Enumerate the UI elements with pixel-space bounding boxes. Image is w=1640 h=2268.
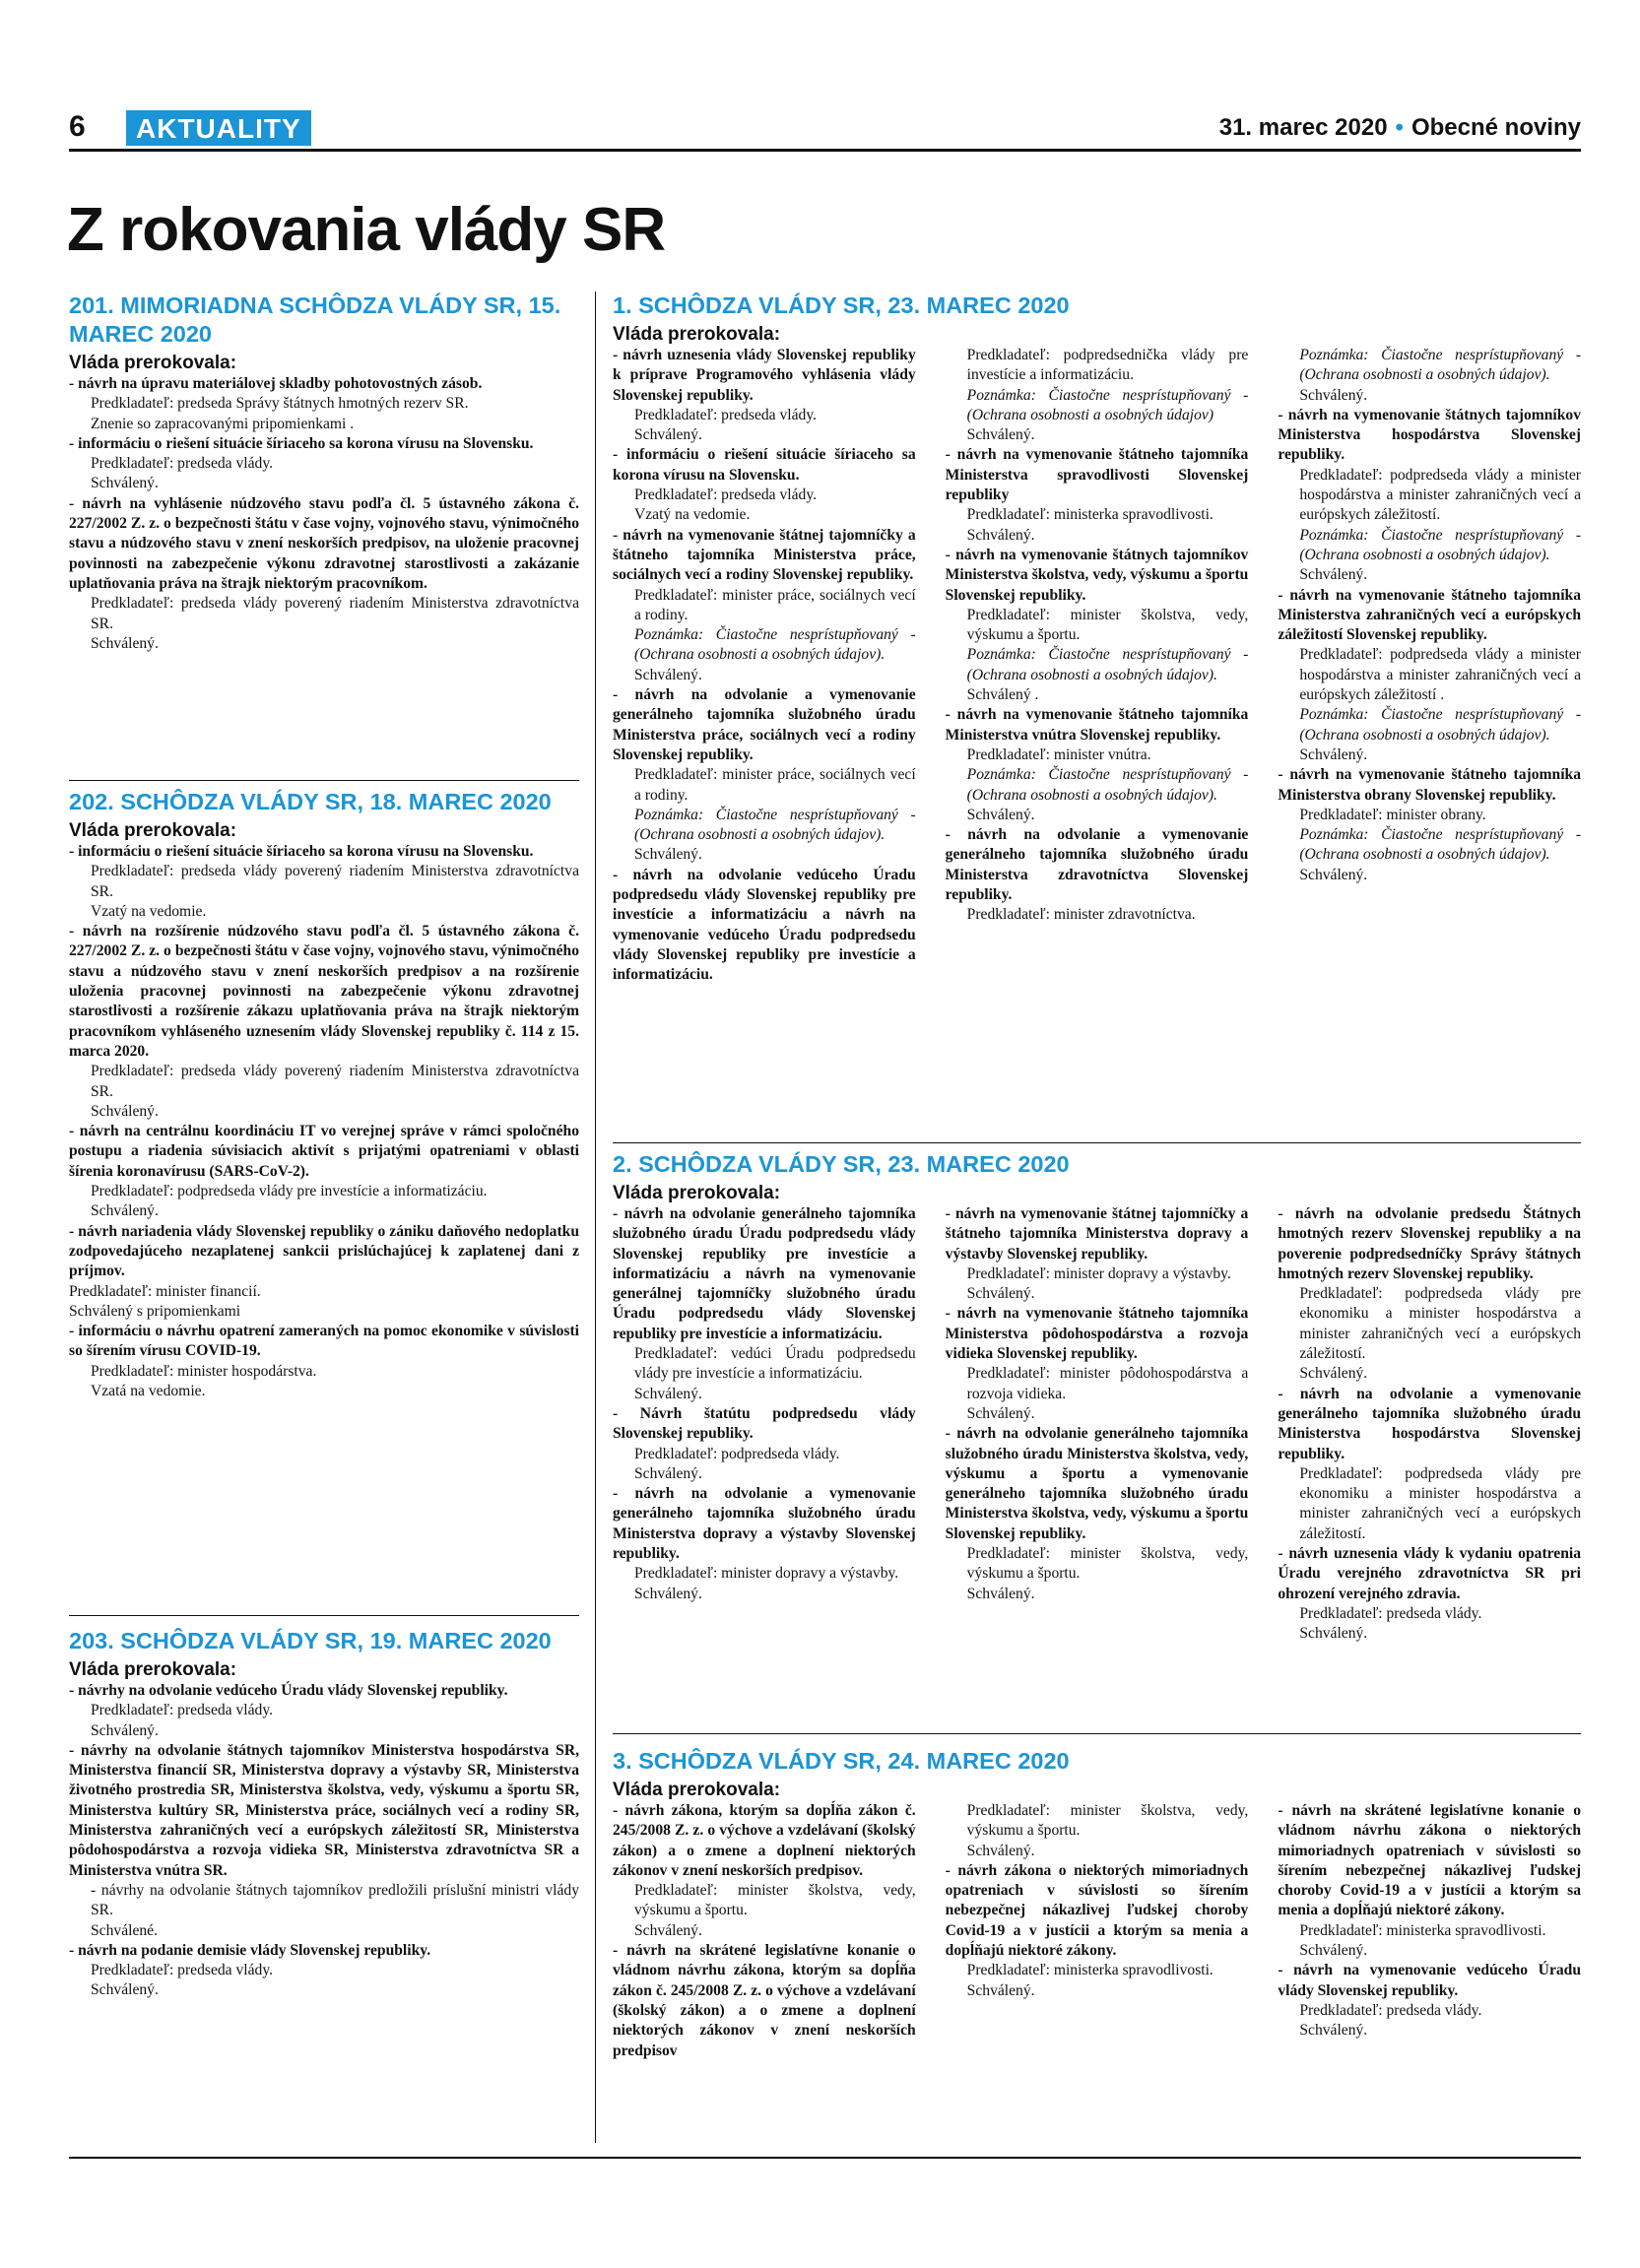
detail-line: Predkladateľ: minister vnútra. <box>966 745 1151 763</box>
detail-line: Predkladateľ: vedúci Úradu podpredsedu vlády pre investície a informatizáciu. <box>634 1345 916 1383</box>
divider <box>69 1615 579 1616</box>
detail-line: Predkladateľ: predseda Správy štátnych hmotných rezerv SR. <box>91 395 469 413</box>
section-columns <box>613 346 1581 986</box>
agenda-item: - návrh na centrálnu koordináciu IT vo verejnej správe v rámci spoločného postupu a riadenia súvisiacich aktivít s prijatými opatreniami v oblasti šírenia koronavírusu (SARS-CoV-2). <box>69 1123 579 1180</box>
detail-line: - návrhy na odvolanie štátnych tajomníkov predložili príslušní ministri vlády SR. <box>91 1881 579 1919</box>
detail-line: Schválený. <box>634 846 702 864</box>
agenda-item: - návrh nariadenia vlády Slovenskej republiky o zániku daňového nedoplatku zodpovedajúceho nezaplatenej sankcii prislúchajúcej k zaplatenej dani z príjmov. <box>69 1222 579 1280</box>
detail-line: Vzatý na vedomie. <box>634 506 751 524</box>
detail-line: Predkladateľ: predseda vlády. <box>91 1702 274 1719</box>
note-line: Poznámka: Čiastočne nesprístupňovaný - (Ochrana osobnosti a osobných údajov). <box>634 806 916 844</box>
column <box>946 346 1249 986</box>
detail-line: Predkladateľ: minister školstva, vedy, výskumu a športu. <box>966 1802 1249 1840</box>
detail-line: Schválený. <box>1299 1625 1368 1643</box>
detail-line: Predkladateľ: podpredseda vlády pre ekonomiku a minister hospodárstva a minister zahraničných vecí a európskych záležitostí. <box>1299 1464 1582 1542</box>
section-heading: 201. MIMORIADNA SCHÔDZA VLÁDY SR, 15. MAREC 2020 <box>69 292 561 347</box>
section-subheading: Vláda prerokovala: <box>613 1780 781 1800</box>
detail-line: Schválený. <box>1299 2022 1368 2040</box>
detail-line: Predkladateľ: predseda vlády poverený riadením Ministerstva zdravotníctva SR. <box>91 863 579 900</box>
detail-line: Predkladateľ: minister práce, sociálnych vecí a rodiny. <box>634 586 916 623</box>
footer-rule <box>69 2157 1581 2159</box>
detail-line: Predkladateľ: minister zdravotníctva. <box>966 906 1196 924</box>
detail-line: Schválený. <box>966 526 1035 544</box>
detail-line: Schválený. <box>91 1981 159 1999</box>
agenda-item: - návrh uznesenia vlády k vydaniu opatrenia Úradu verejného zdravotníctva SR pri ohrození verejného zdravia. <box>1278 1545 1582 1602</box>
detail-line: Predkladateľ: podpredseda vlády. <box>634 1445 840 1462</box>
detail-line: Schválený. <box>966 1285 1035 1303</box>
detail-line: Schválený. <box>1299 386 1368 404</box>
detail-line: Schválený. <box>1299 566 1368 584</box>
detail-line: Predkladateľ: minister obrany. <box>1299 806 1486 823</box>
detail-line: Predkladateľ: minister hospodárstva. <box>91 1362 317 1380</box>
agenda-item: - návrh na rozšírenie núdzového stavu podľa čl. 5 ústavného zákona č. 227/2002 Z. z. o bezpečnosti štátu v čase vojny, vojnového stavu, výnimočného stavu a núdzového stavu v znení neskorších predpisov a na rozšírenie uloženia pracovnej povinnosti na zabezpečenie výkonu zdravotnej starostlivosti a rozšírenie zákazu uplatňovania práva na štrajk niektorým pracovníkom vyhláseného uznesením vlády Slovenskej republiky č. 114 z 15. marca 2020. <box>69 923 579 1060</box>
detail-line: Predkladateľ: minister práce, sociálnych vecí a rodiny. <box>634 766 916 804</box>
detail-line: Predkladateľ: ministerka spravodlivosti. <box>966 1962 1214 1979</box>
section-203 <box>69 1627 579 2001</box>
detail-line: Predkladateľ: predseda vlády. <box>1299 1604 1482 1622</box>
section-heading: 3. SCHÔDZA VLÁDY SR, 24. MAREC 2020 <box>613 1748 1070 1774</box>
detail-line: Schválený. <box>1299 1365 1368 1383</box>
column <box>613 1801 916 2061</box>
detail-line: Predkladateľ: predseda vlády. <box>634 406 818 423</box>
detail-line: Schválený. <box>634 1464 702 1482</box>
detail-line: Predkladateľ: minister pôdohospodárstva a rozvoja vidieka. <box>966 1365 1249 1402</box>
agenda-item: - návrh uznesenia vlády Slovenskej republiky k príprave Programového vyhlásenia vlády Slovenskej republiky. <box>613 347 916 404</box>
agenda-item: - návrh zákona, ktorým sa dopĺňa zákon č. 245/2008 Z. z. o výchove a vzdelávaní (školský zákon) a o zmene a doplnení niektorých zákonov v znení neskorších predpisov. <box>613 1802 916 1879</box>
section-body <box>69 842 579 1401</box>
detail-line: Schválený. <box>91 1202 159 1220</box>
agenda-item: - návrh na úpravu materiálovej skladby pohotovostných zásob. <box>69 375 483 392</box>
detail-line: Schválený. <box>966 1981 1035 1999</box>
agenda-item: - návrh na odvolanie generálneho tajomníka služobného úradu Ministerstva školstva, vedy, výskumu a športu a vymenovanie generálneho tajomníka služobného úradu Ministerstva školstva, vedy, výskumu a športu Slovenskej republiky. <box>945 1425 1249 1542</box>
detail-line: Schválený. <box>91 475 159 492</box>
agenda-item: - informáciu o riešení situácie šíriaceho sa korona vírusu na Slovensku. <box>613 446 916 484</box>
detail-line: Schválený. <box>1299 866 1368 883</box>
detail-line: Schválený s pripomienkami <box>69 1302 241 1320</box>
agenda-item: - návrh zákona o niektorých mimoriadnych opatreniach v súvislosti so šírením nebezpečnej nákazlivej ľudskej choroby Covid-19 a v justícii a ktorým sa menia a dopĺňajú niektoré zákony. <box>945 1861 1249 1960</box>
detail-line: Schválený. <box>966 806 1035 823</box>
note-line: Poznámka: Čiastočne nesprístupňovaný - (Ochrana osobnosti a osobných údajov). <box>634 626 916 664</box>
detail-line: Predkladateľ: predseda vlády poverený riadením Ministerstva zdravotníctva SR. <box>91 595 579 632</box>
divider <box>613 1142 1581 1143</box>
detail-line: Predkladateľ: podpredseda vlády pre investície a informatizáciu. <box>91 1183 488 1200</box>
page-number: 6 <box>69 110 86 143</box>
agenda-item: - návrh na vyhlásenie núdzového stavu podľa čl. 5 ústavného zákona č. 227/2002 Z. z. o bezpečnosti štátu v čase vojny, vojnového stavu, výnimočného stavu a núdzového stavu v znení neskorších predpisov, na uloženie pracovnej povinnosti na zabezpečenie výkonu zdravotnej starostlivosti a zakázanie uplatňovania práva na štrajk niektorým pracovníkom. <box>69 494 579 592</box>
detail-line: Predkladateľ: predseda vlády poverený riadením Ministerstva zdravotníctva SR. <box>91 1063 579 1100</box>
section-heading: 203. SCHÔDZA VLÁDY SR, 19. MAREC 2020 <box>69 1628 552 1653</box>
detail-line: Predkladateľ: podpredsednička vlády pre investície a informatizáciu. <box>966 347 1249 384</box>
agenda-item: - návrh na odvolanie predsedu Štátnych hmotných rezerv Slovenskej republiky a na poverenie podpredsedníčky Správy štátnych hmotných rezerv Slovenskej republiky. <box>1278 1205 1582 1282</box>
agenda-item: - návrhy na odvolanie štátnych tajomníkov Ministerstva hospodárstva SR, Ministerstva financií SR, Ministerstva dopravy a výstavby SR, Ministerstva životného prostredia SR, Ministerstva školstva, vedy, výskumu a športu SR, Ministerstva kultúry SR, Ministerstva práce, sociálnych vecí a rodiny SR, Ministerstva zahraničných vecí a európskych záležitostí SR, Ministerstva pôdohospodárstva a rozvoja vidieka SR, Ministerstva zdravotníctva SR a Ministerstva vnútra SR. <box>69 1741 579 1879</box>
divider <box>613 1733 1581 1734</box>
section-body <box>69 374 579 654</box>
detail-line: Schválený. <box>91 1721 159 1739</box>
section-columns <box>613 1204 1581 1645</box>
detail-line: Predkladateľ: predseda vlády. <box>91 1962 274 1979</box>
detail-line: Schválený. <box>966 1842 1035 1859</box>
detail-line: Schválený. <box>91 1102 159 1120</box>
section-subheading: Vláda prerokovala: <box>613 324 781 345</box>
note-line: Poznámka: Čiastočne nesprístupňovaný - (Ochrana osobnosti a osobných údajov). <box>1299 826 1582 864</box>
column <box>946 1204 1249 1645</box>
detail-line: Predkladateľ: podpredseda vlády pre ekonomiku a minister hospodárstva a minister zahraničných vecí a európskych záležitostí. <box>1299 1285 1582 1363</box>
section-heading: 202. SCHÔDZA VLÁDY SR, 18. MAREC 2020 <box>69 789 552 814</box>
agenda-item: - návrh na skrátené legislatívne konanie o vládnom návrhu zákona, ktorým sa dopĺňa zákon č. 245/2008 Z. z. o výchove a vzdelávaní (školský zákon) a o zmene a doplnení niektorých zákonov v znení neskorších predpisov <box>613 1942 916 2059</box>
note-line: Poznámka: Čiastočne nesprístupňovaný - (Ochrana osobnosti a osobných údajov). <box>1299 526 1582 563</box>
note-line: Poznámka: Čiastočne nesprístupňovaný - (Ochrana osobnosti a osobných údajov). <box>966 766 1249 804</box>
issue-info <box>1219 114 1581 142</box>
detail-line: Predkladateľ: minister financií. <box>69 1282 261 1300</box>
detail-line: Predkladateľ: minister školstva, vedy, výskumu a športu. <box>634 1882 916 1919</box>
column <box>613 346 916 986</box>
page-title: Z rokovania vlády SR <box>67 196 666 264</box>
detail-line: Predkladateľ: predseda vlády. <box>91 455 274 473</box>
detail-line: Predkladateľ: minister dopravy a výstavby. <box>966 1264 1231 1282</box>
agenda-item: - návrh na vymenovanie štátnej tajomníčky a štátneho tajomníka Ministerstva práce, sociálnych vecí a rodiny Slovenskej republiky. <box>613 526 916 584</box>
detail-line: Schválený. <box>1299 1942 1368 1960</box>
agenda-item: - návrh na odvolanie a vymenovanie generálneho tajomníka služobného úradu Ministerstva dopravy a výstavby Slovenskej republiky. <box>613 1485 916 1563</box>
section-202 <box>69 788 579 1401</box>
detail-line: Predkladateľ: ministerka spravodlivosti. <box>1299 1921 1546 1939</box>
agenda-item: - návrh na vymenovanie štátneho tajomníka Ministerstva vnútra Slovenskej republiky. <box>945 706 1249 744</box>
detail-line: Schválený. <box>966 1404 1035 1422</box>
section-columns <box>613 1801 1581 2061</box>
detail-line: Vzatá na vedomie. <box>91 1383 206 1400</box>
section-heading: 2. SCHÔDZA VLÁDY SR, 23. MAREC 2020 <box>613 1151 1070 1177</box>
column <box>946 1801 1249 2061</box>
detail-line: Predkladateľ: minister školstva, vedy, výskumu a športu. <box>966 606 1249 644</box>
section-heading: 1. SCHÔDZA VLÁDY SR, 23. MAREC 2020 <box>613 292 1070 318</box>
agenda-item: - návrh na skrátené legislatívne konanie o vládnom návrhu zákona o niektorých mimoriadnych opatreniach v súvislosti so šírením nebezpečnej nákazlivej ľudskej choroby Covid-19 a v justícii a ktorým sa menia a dopĺňajú niektoré zákony. <box>1278 1802 1582 1919</box>
detail-line: Predkladateľ: minister dopravy a výstavby. <box>634 1565 899 1583</box>
detail-line: Predkladateľ: podpredseda vlády a minister hospodárstva a minister zahraničných vecí a európskych záležitostí . <box>1299 646 1582 704</box>
detail-line: Predkladateľ: minister školstva, vedy, výskumu a športu. <box>966 1545 1249 1583</box>
column <box>1278 1204 1581 1645</box>
column-divider <box>595 292 596 2143</box>
section-subheading: Vláda prerokovala: <box>69 1659 237 1680</box>
detail-line: Schválené. <box>91 1921 158 1939</box>
agenda-item: - návrh na odvolanie a vymenovanie generálneho tajomníka služobného úradu Ministerstva hospodárstva Slovenskej republiky. <box>1278 1385 1582 1462</box>
section-1 <box>613 292 1581 986</box>
detail-line: Schválený . <box>966 686 1039 704</box>
agenda-item: - Návrh štatútu podpredsedu vlády Slovenskej republiky. <box>613 1404 916 1443</box>
section-tag: AKTUALITY <box>126 110 311 146</box>
publication-name: Obecné noviny <box>1410 114 1581 141</box>
agenda-item: - návrh na vymenovanie štátneho tajomníka Ministerstva zahraničných vecí a európskych záležitostí Slovenskej republiky. <box>1278 586 1582 644</box>
agenda-item: - informáciu o riešení situácie šíriaceho sa korona vírusu na Slovensku. <box>69 843 534 860</box>
detail-line: Schválený. <box>634 1385 702 1402</box>
agenda-item: - návrhy na odvolanie vedúceho Úradu vlády Slovenskej republiky. <box>69 1682 508 1699</box>
detail-line: Schválený. <box>91 634 159 652</box>
section-body <box>69 1681 579 2001</box>
detail-line: Schválený. <box>634 426 702 444</box>
column <box>613 1204 916 1645</box>
detail-line: Predkladateľ: podpredseda vlády a minister hospodárstva a minister zahraničných vecí a európskych záležitostí. <box>1299 466 1582 524</box>
agenda-item: - návrh na vymenovanie štátneho tajomníka Ministerstva spravodlivosti Slovenskej republiky <box>945 446 1249 504</box>
section-subheading: Vláda prerokovala: <box>69 353 237 373</box>
detail-line: Schválený. <box>966 1585 1035 1602</box>
section-2 <box>613 1150 1581 1645</box>
detail-line: Schválený. <box>966 426 1035 444</box>
separator-dot: • <box>1395 114 1404 141</box>
note-line: Poznámka: Čiastočne nesprístupňovaný - (Ochrana osobnosti a osobných údajov). <box>966 646 1249 683</box>
note-line: Poznámka: Čiastočne nesprístupňovaný - (Ochrana osobnosti a osobných údajov) <box>966 386 1249 423</box>
agenda-item: - návrh na vymenovanie štátneho tajomníka Ministerstva obrany Slovenskej republiky. <box>1278 766 1582 804</box>
section-201 <box>69 292 579 654</box>
agenda-item: - návrh na odvolanie vedúceho Úradu podpredsedu vlády Slovenskej republiky pre investície a informatizáciu a návrh na vymenovanie vedúceho Úradu podpredsedu vlády Slovenskej republiky pre investície a informatizáciu. <box>613 866 916 984</box>
issue-date: 31. marec 2020 <box>1218 114 1388 141</box>
detail-line: Schválený. <box>1299 745 1368 763</box>
detail-line: Schválený. <box>634 666 702 683</box>
agenda-item: - návrh na odvolanie a vymenovanie generálneho tajomníka služobného úradu Ministerstva zdravotníctva Slovenskej republiky. <box>945 826 1249 904</box>
agenda-item: - návrh na odvolanie generálneho tajomníka služobného úradu Úradu podpredsedu vlády Slovenskej republiky pre investície a informatizáciu a návrh na vymenovanie generálnej tajomníčky služobného úradu Úradu podpredsedu vlády Slovenskej republiky pre investície a informatizáciu. <box>613 1205 916 1342</box>
agenda-item: - informáciu o riešení situácie šíriaceho sa korona vírusu na Slovensku. <box>69 434 534 452</box>
detail-line: Predkladateľ: ministerka spravodlivosti. <box>966 506 1214 524</box>
agenda-item: - návrh na podanie demisie vlády Slovenskej republiky. <box>69 1941 431 1959</box>
note-line: Poznámka: Čiastočne nesprístupňovaný - (Ochrana osobnosti a osobných údajov). <box>1299 347 1582 384</box>
detail-line: Schválený. <box>634 1585 702 1602</box>
column <box>1278 1801 1581 2061</box>
section-3 <box>613 1747 1581 2061</box>
column <box>1278 346 1581 986</box>
agenda-item: - návrh na vymenovanie štátnych tajomníkov Ministerstva školstva, vedy, výskumu a športu Slovenskej republiky. <box>945 546 1249 604</box>
agenda-item: - návrh na odvolanie a vymenovanie generálneho tajomníka služobného úradu Ministerstva práce, sociálnych vecí a rodiny Slovenskej republiky. <box>613 686 916 763</box>
divider <box>69 780 579 781</box>
detail-line: Schválený. <box>634 1921 702 1939</box>
agenda-item: - návrh na vymenovanie štátneho tajomníka Ministerstva pôdohospodárstva a rozvoja vidieka Slovenskej republiky. <box>945 1305 1249 1363</box>
detail-line: Znenie so zapracovanými pripomienkami . <box>91 415 355 432</box>
agenda-item: - návrh na vymenovanie štátnych tajomníkov Ministerstva hospodárstva Slovenskej republiky. <box>1278 406 1582 464</box>
section-subheading: Vláda prerokovala: <box>69 820 237 841</box>
agenda-item: - informáciu o návrhu opatrení zameraných na pomoc ekonomike v súvislosti so šírením vírusu COVID-19. <box>69 1323 579 1360</box>
detail-line: Vzatý na vedomie. <box>91 902 207 920</box>
detail-line: Predkladateľ: predseda vlády. <box>634 486 818 504</box>
section-subheading: Vláda prerokovala: <box>613 1183 781 1203</box>
agenda-item: - návrh na vymenovanie vedúceho Úradu vlády Slovenskej republiky. <box>1278 1962 1582 1999</box>
note-line: Poznámka: Čiastočne nesprístupňovaný - (Ochrana osobnosti a osobných údajov). <box>1299 706 1582 744</box>
agenda-item: - návrh na vymenovanie štátnej tajomníčky a štátneho tajomníka Ministerstva dopravy a výstavby Slovenskej republiky. <box>945 1205 1249 1263</box>
page-header <box>69 108 1581 152</box>
detail-line: Predkladateľ: predseda vlády. <box>1299 2001 1482 2019</box>
